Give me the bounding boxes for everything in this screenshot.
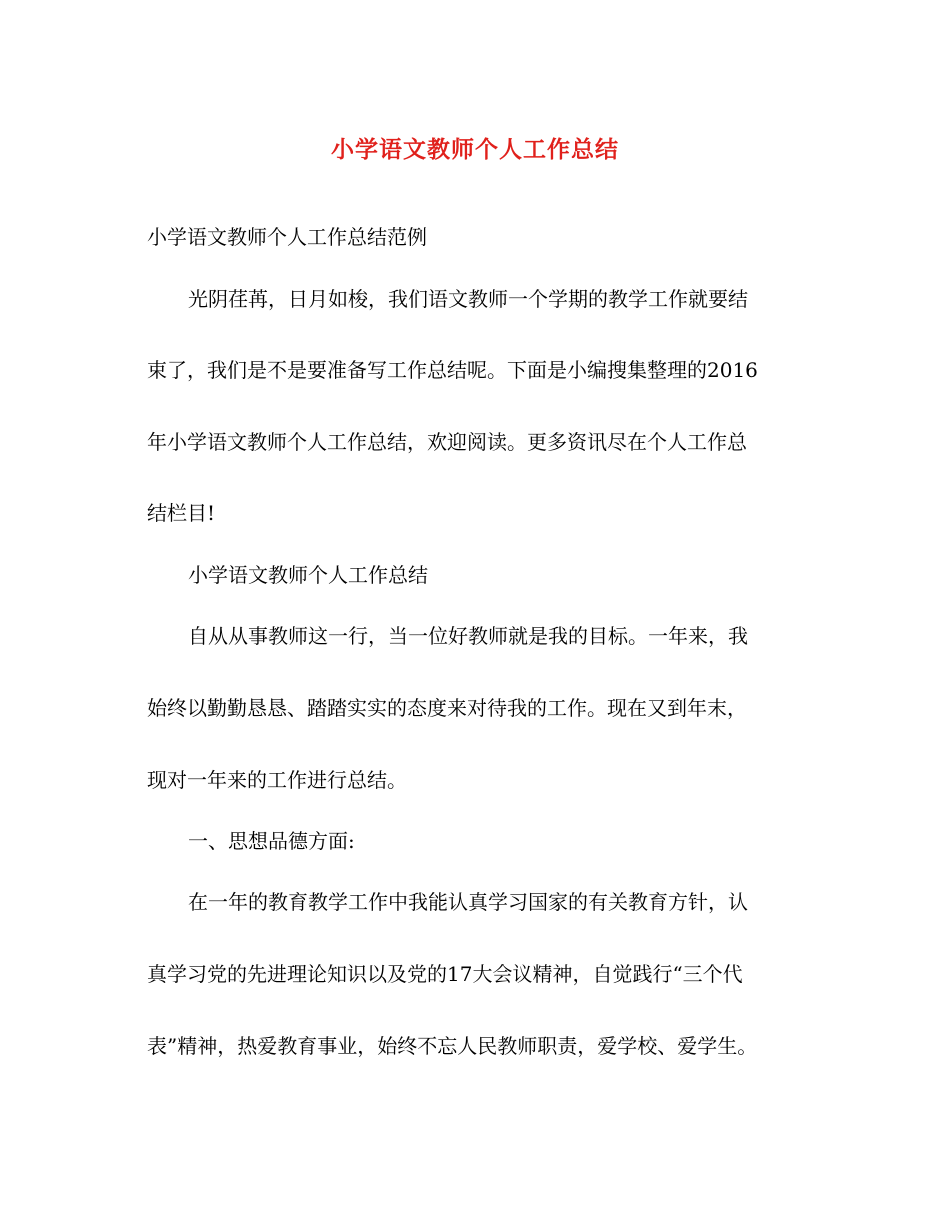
paragraph-line: 在一年的教育教学工作中我能认真学习国家的有关教育方针，认 — [188, 890, 748, 914]
paragraph-line: 自从从事教师这一行，当一位好教师就是我的目标。一年来，我 — [188, 624, 748, 648]
section-heading: 小学语文教师个人工作总结 — [188, 563, 428, 587]
paragraph-line: 光阴荏苒，日月如梭，我们语文教师一个学期的教学工作就要结 — [188, 287, 748, 311]
paragraph-line: 结栏目! — [147, 501, 216, 525]
paragraph-line: 年小学语文教师个人工作总结，欢迎阅读。更多资讯尽在个人工作总 — [147, 430, 747, 454]
document-title: 小学语文教师个人工作总结 — [331, 136, 619, 163]
paragraph-line: 束了，我们是不是要准备写工作总结呢。下面是小编搜集整理的2016 — [147, 358, 758, 382]
document-subtitle: 小学语文教师个人工作总结范例 — [147, 225, 427, 249]
paragraph-line: 始终以勤勤恳恳、踏踏实实的态度来对待我的工作。现在又到年末， — [147, 696, 747, 720]
paragraph-line: 表”精神，热爱教育事业，始终不忘人民教师职责，爱学校、爱学生。 — [147, 1034, 758, 1058]
section-heading: 一、思想品德方面: — [188, 829, 355, 853]
paragraph-line: 真学习党的先进理论知识以及党的17大会议精神，自觉践行“三个代 — [147, 962, 743, 986]
paragraph-line: 现对一年来的工作进行总结。 — [147, 768, 407, 792]
